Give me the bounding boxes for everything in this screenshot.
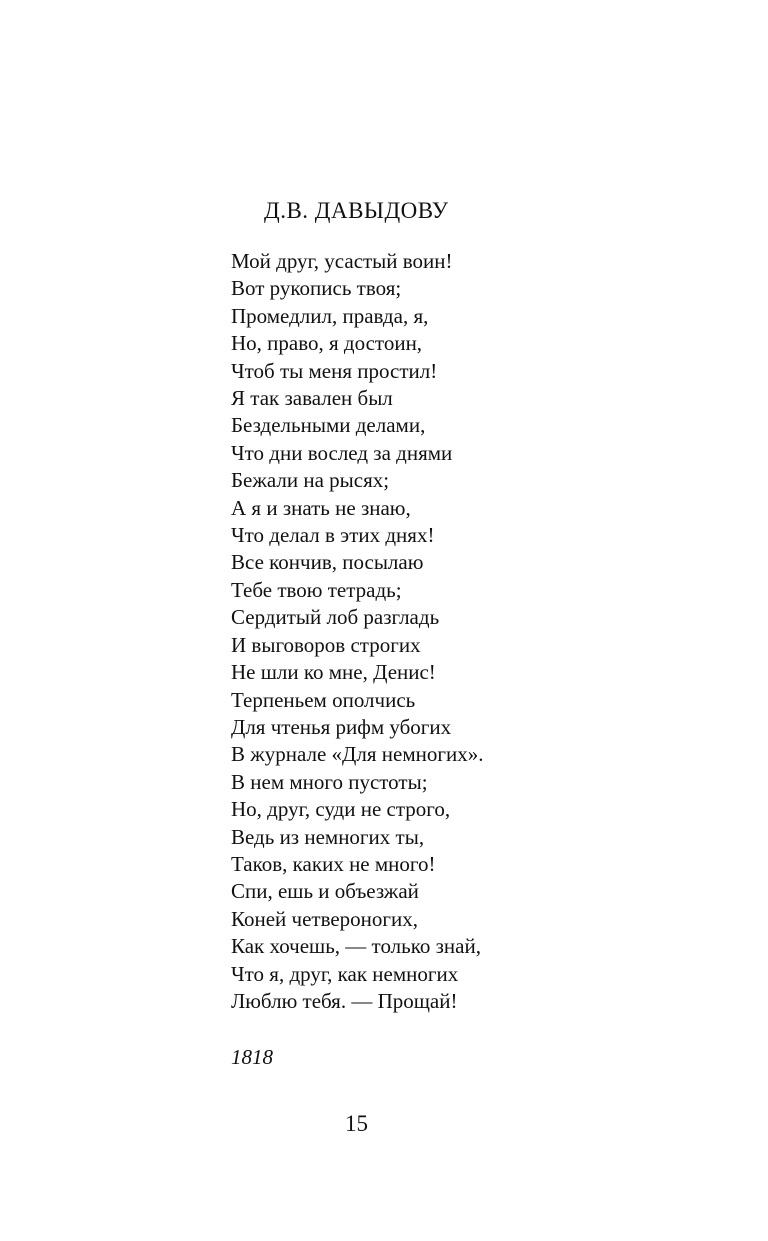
poem-line: И выговоров строгих xyxy=(231,632,421,657)
page-number: 15 xyxy=(345,1111,368,1136)
poem-line: Но, друг, суди не строго, xyxy=(231,797,451,822)
poem-line: Мой друг, усастый воин! xyxy=(231,249,453,273)
poem-line: Бежали на рысях; xyxy=(231,468,390,493)
poem-line: Терпеньем ополчись xyxy=(231,687,416,712)
poem-title: Д.В. ДАВЫДОВУ xyxy=(264,198,449,223)
poem-line: Я так завален был xyxy=(231,386,393,411)
poem-text xyxy=(231,248,483,1015)
poem-line: Чтоб ты меня простил! xyxy=(231,358,438,383)
poem-line: А я и знать не знаю, xyxy=(231,495,411,520)
poem-line: Для чтенья рифм убогих xyxy=(231,714,452,739)
poem-line: Не шли ко мне, Денис! xyxy=(231,660,436,685)
poem-line: Что я, друг, как немногих xyxy=(231,961,459,986)
poem-line: Спи, ешь и объезжай xyxy=(231,879,419,904)
poem-line: Люблю тебя. — Прощай! xyxy=(231,988,458,1013)
poem-line: Ведь из немногих ты, xyxy=(231,824,425,849)
poem-line: Что дни вослед за днями xyxy=(231,440,453,465)
poem-line: Коней четвероногих, xyxy=(231,906,419,931)
poem-line: Вот рукопись твоя; xyxy=(231,276,402,301)
poem-line: Сердитый лоб разгладь xyxy=(231,605,440,630)
poem-line: В нем много пустоты; xyxy=(231,769,428,794)
poem-line: Бездельными делами, xyxy=(231,413,426,438)
poem-line: В журнале «Для немногих». xyxy=(231,742,484,767)
poem-line: Но, право, я достоин, xyxy=(231,331,423,356)
poem-line: Таков, каких не много! xyxy=(231,851,436,876)
poem-line: Тебе твою тетрадь; xyxy=(231,577,402,602)
poem-line: Промедлил, правда, я, xyxy=(231,303,429,328)
poem-line: Как хочешь, — только знай, xyxy=(231,934,481,959)
poem-date: 1818 xyxy=(231,1045,273,1069)
poem-line: Все кончив, посылаю xyxy=(231,550,424,575)
poem-line: Что делал в этих днях! xyxy=(231,523,435,548)
